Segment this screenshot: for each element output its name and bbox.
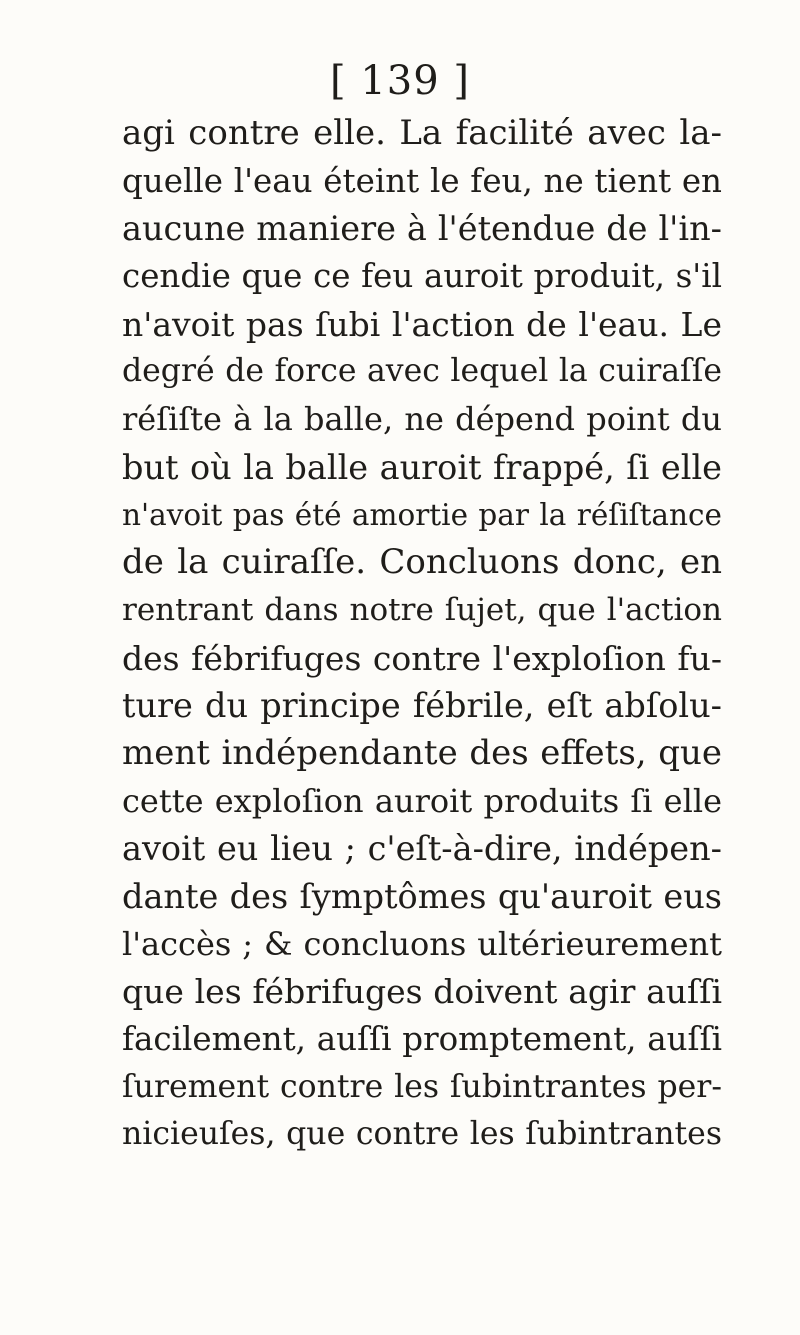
text-line: l'accès ; & concluons ultérieurement [122, 924, 722, 963]
text-line: n'avoit pas été amortie par la réſiſtance [122, 497, 722, 532]
text-line: aucune maniere à l'étendue de l'in- [122, 209, 722, 249]
text-line: cendie que ce feu auroit produit, s'il [122, 257, 722, 296]
text-line: ſurement contre les ſubintrantes per- [122, 1068, 722, 1105]
text-line: agi contre elle. La facilité avec la- [122, 113, 722, 153]
text-line: rentrant dans notre ſujet, que l'action [122, 591, 722, 628]
page-number-header: [ 139 ] [330, 58, 470, 104]
text-line: n'avoit pas ſubi l'action de l'eau. Le [122, 304, 722, 344]
text-line: cette exploſion auroit produits ſi elle [122, 781, 722, 820]
text-line: dante des ſymptômes qu'auroit eus [122, 877, 722, 916]
text-line: quelle l'eau éteint le feu, ne tient en [122, 161, 722, 200]
text-line: avoit eu lieu ; c'eſt-à-dire, indépen- [122, 829, 722, 869]
text-line: but où la balle auroit frappé, ſi elle [122, 447, 722, 487]
text-line: des fébrifuges contre l'exploſion fu- [122, 638, 722, 678]
text-line: de la cuiraſſe. Concluons donc, en [122, 542, 722, 583]
text-line: ment indépendante des effets, que [122, 732, 722, 773]
text-line: réſiſte à la balle, ne dépend point du [122, 400, 722, 439]
text-line: facilement, auſſi promptement, auſſi [122, 1020, 722, 1059]
text-line: ture du principe fébrile, eſt abſolu- [122, 686, 722, 726]
text-line: degré de force avec lequel la cuiraſſe [122, 353, 722, 390]
text-line: nicieuſes, que contre les ſubintrantes [122, 1116, 722, 1153]
text-line: que les fébrifuges doivent agir auſſi [122, 972, 722, 1012]
body-text [122, 110, 722, 1159]
